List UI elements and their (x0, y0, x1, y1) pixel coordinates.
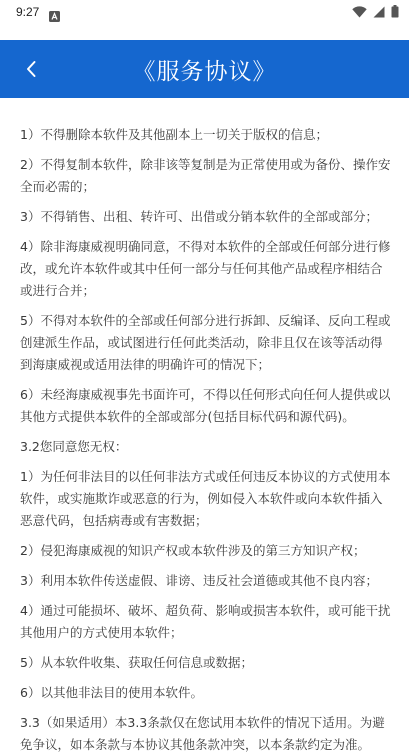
agreement-paragraph: 6）未经海康威视事先书面许可，不得以任何形式向任何人提供或以其他方式提供本软件的全部或部分(包括目标代码和源代码)。 (20, 387, 391, 424)
agreement-paragraph: 1）为任何非法目的以任何非法方式或任何违反本协议的方式使用本软件，或实施欺诈或恶意的行为，例如侵入本软件或向本软件插入恶意代码，包括病毒或有害数据； (20, 469, 391, 528)
wifi-icon (352, 3, 367, 22)
notification-app-icon (49, 7, 60, 18)
app-bar (0, 40, 409, 98)
agreement-paragraph: 5）从本软件收集、获取任何信息或数据； (20, 655, 253, 670)
agreement-paragraph: 4）除非海康威视明确同意，不得对本软件的全部或任何部分进行修改，或允许本软件或其中任何一部分与任何其他产品或程序相结合或进行合并； (20, 239, 391, 298)
back-button[interactable] (16, 54, 46, 84)
status-time: 9:27 (16, 5, 40, 19)
agreement-paragraph: 3）利用本软件传送虚假、诽谤、违反社会道德或其他不良内容； (20, 573, 378, 588)
page-title: 《服务协议》 (132, 58, 277, 85)
status-icons (352, 3, 399, 22)
chevron-left-icon (25, 60, 37, 78)
agreement-paragraph: 4）通过可能损坏、破坏、超负荷、影响或损害本软件，或可能干扰其他用户的方式使用本软件； (20, 603, 391, 640)
agreement-paragraph: 3.3（如果适用）本3.3条款仅在您试用本软件的情况下适用。为避免争议，如本条款与本协议其他条款冲突，以本条款约定为准。 (20, 715, 385, 752)
agreement-paragraph: 2）不得复制本软件，除非该等复制是为正常使用或为备份、操作安全而必需的； (20, 157, 391, 194)
agreement-paragraph: 5）不得对本软件的全部或任何部分进行拆卸、反编译、反向工程或创建派生作品，或试图进行任何此类活动，除非且仅在该等活动得到海康威视或适用法律的明确许可的情况下； (20, 313, 391, 372)
agreement-paragraph: 6）以其他非法目的使用本软件。 (20, 685, 203, 700)
agreement-paragraph: 3）不得销售、出租、转许可、出借或分销本软件的全部或部分； (20, 209, 378, 224)
cellular-signal-icon (373, 3, 385, 22)
agreement-content[interactable] (0, 98, 409, 752)
battery-icon (391, 3, 399, 22)
agreement-paragraph: 1）不得删除本软件及其他副本上一切关于版权的信息； (20, 127, 328, 142)
agreement-paragraph: 2）侵犯海康威视的知识产权或本软件涉及的第三方知识产权； (20, 543, 366, 558)
status-bar (0, 0, 409, 24)
section-heading: 3.2您同意您无权： (20, 439, 128, 454)
